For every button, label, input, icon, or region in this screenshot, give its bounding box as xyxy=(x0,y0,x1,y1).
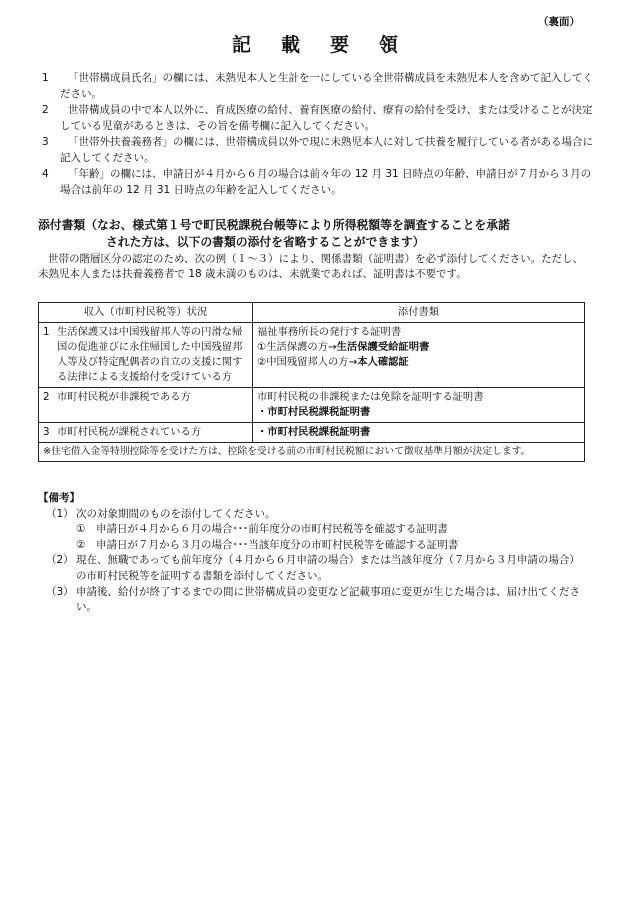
remarks-item xyxy=(38,553,588,584)
remarks-item xyxy=(38,507,588,523)
remarks-subitem xyxy=(38,522,588,538)
row-number: 3 xyxy=(43,426,50,438)
attached-heading-line1: 添付書類（なお、様式第１号で町民税課税台帳等により所得税額等を調査することを承諾 xyxy=(38,218,510,232)
remarks-subnumber: ① xyxy=(76,523,86,536)
row-condition-text: 市町村民税が非課税である方 xyxy=(57,391,191,403)
instruction-text: 「年齢」の欄には、申請日が４月から６月の場合は前々年の 12 月 31 日時点の年齢、申請日が７月から３月の場合は前年の 12 月 31 日時点の年齢を記入してください。 xyxy=(60,168,592,196)
remarks-subtext: 申請日が４月から６月の場合･･･前年度分の市町村民税等を確認する証明書 xyxy=(96,523,448,536)
income-status-cell xyxy=(39,423,253,443)
instruction-text: 「世帯構成員氏名」の欄には、未熟児本人と生計を一にしている全世帯構成員を未熟児本人を含めて記入してください。 xyxy=(60,72,593,100)
instruction-number: 1 xyxy=(42,72,49,84)
attached-heading-line2: された方は、以下の書類の添付を省略することができます） xyxy=(106,235,425,249)
instruction-item xyxy=(38,102,600,134)
doc-line xyxy=(257,340,580,355)
remarks-section xyxy=(38,491,588,616)
instruction-text: 「世帯外扶養義務者」の欄には、世帯構成員以外で現に未熟児本人に対して扶養を履行している者がある場合に記入してください。 xyxy=(60,136,593,164)
column-header-attached-docs: 添付書類 xyxy=(253,303,585,323)
remarks-text: 申請後、給付が終了するまでの間に世帯構成員の変更など記載事項に変更が生じた場合は、届け出てください。 xyxy=(76,585,580,614)
row-number: 2 xyxy=(43,391,50,403)
instruction-item xyxy=(38,134,600,166)
remarks-subtext: 申請日が７月から３月の場合･･･当該年度分の市町村民税等を確認する証明書 xyxy=(96,538,459,551)
row-condition-text: 市町村民税が課税されている方 xyxy=(57,426,202,438)
remarks-subnumber: ② xyxy=(76,538,86,551)
instruction-number: 2 xyxy=(42,104,49,116)
table-row xyxy=(39,388,585,423)
remarks-number: （2） xyxy=(46,554,74,567)
instruction-item xyxy=(38,166,600,198)
table-row xyxy=(39,323,585,388)
table-row xyxy=(39,423,585,443)
attached-docs-cell xyxy=(253,323,585,388)
doc-description: 市町村民税の非課税または免除を証明する証明書 xyxy=(257,391,484,403)
doc-line xyxy=(257,355,580,370)
doc-name: 本人確認証 xyxy=(357,356,409,368)
doc-name: ・市町村民税課税証明書 xyxy=(257,426,371,438)
doc-description: 福祉事務所長の発行する証明書 xyxy=(257,326,402,338)
remarks-number: （1） xyxy=(46,507,74,520)
instruction-item xyxy=(38,70,600,102)
income-status-cell xyxy=(39,388,253,423)
page-title: 記載要領 xyxy=(231,34,428,56)
doc-prefix: ①生活保護の方→ xyxy=(257,341,337,353)
attached-docs-cell xyxy=(253,388,585,423)
doc-name: 生活保護受給証明書 xyxy=(336,341,430,353)
instruction-number: 3 xyxy=(42,136,49,148)
remarks-item xyxy=(38,585,588,616)
required-documents-table xyxy=(38,302,585,462)
doc-name: ・市町村民税課税証明書 xyxy=(257,406,371,418)
attached-documents-heading xyxy=(38,217,598,251)
attached-intro-text: 世帯の階層区分の認定のため、次の例（１～３）により、関係書類（証明書）を必ず添付してください。ただし、未熟児本人または扶養義務者で 18 歳未満のものは、未就業であれば、証明書は不要です。 xyxy=(38,253,584,280)
remarks-number: （3） xyxy=(46,585,74,598)
remarks-heading: 【備考】 xyxy=(38,492,80,504)
instruction-number: 4 xyxy=(42,168,49,180)
attached-docs-cell xyxy=(253,423,585,443)
doc-prefix: ②中国残留邦人の方→ xyxy=(257,356,358,368)
instruction-text: 世帯構成員の中で本人以外に、育成医療の給付、養育医療の給付、療育の給付を受け、または受けることが決定している児童があるときは、その旨を備考欄に記入してください。 xyxy=(60,104,593,132)
remarks-subitem xyxy=(38,538,588,554)
table-header-row xyxy=(39,303,585,323)
row-condition-text: 生活保護又は中国残留邦人等の円滑な帰国の促進並びに永住帰国した中国残留邦人等及び特定配偶者の自立の支援に関する法律による支援給付を受けている方 xyxy=(57,326,243,383)
remarks-text: 現在、無職であっても前年度分（４月から６月申請の場合）または当該年度分（７月から３月申請の場合）の市町村民税等を証明する書類を添付してください。 xyxy=(76,554,580,582)
instructions-list xyxy=(38,70,600,198)
column-header-income-status: 収入（市町村民税等）状況 xyxy=(39,303,253,323)
table-footnote: ※住宅借入金等特別控除等を受けた方は、控除を受ける前の市町村民税額において徴収基準月額が決定します。 xyxy=(39,443,585,462)
remarks-text: 次の対象期間のものを添付してください。 xyxy=(76,507,276,520)
back-side-label: （裏面） xyxy=(538,16,580,28)
income-status-cell xyxy=(39,323,253,388)
row-number: 1 xyxy=(43,326,50,338)
table-footnote-row xyxy=(39,443,585,462)
